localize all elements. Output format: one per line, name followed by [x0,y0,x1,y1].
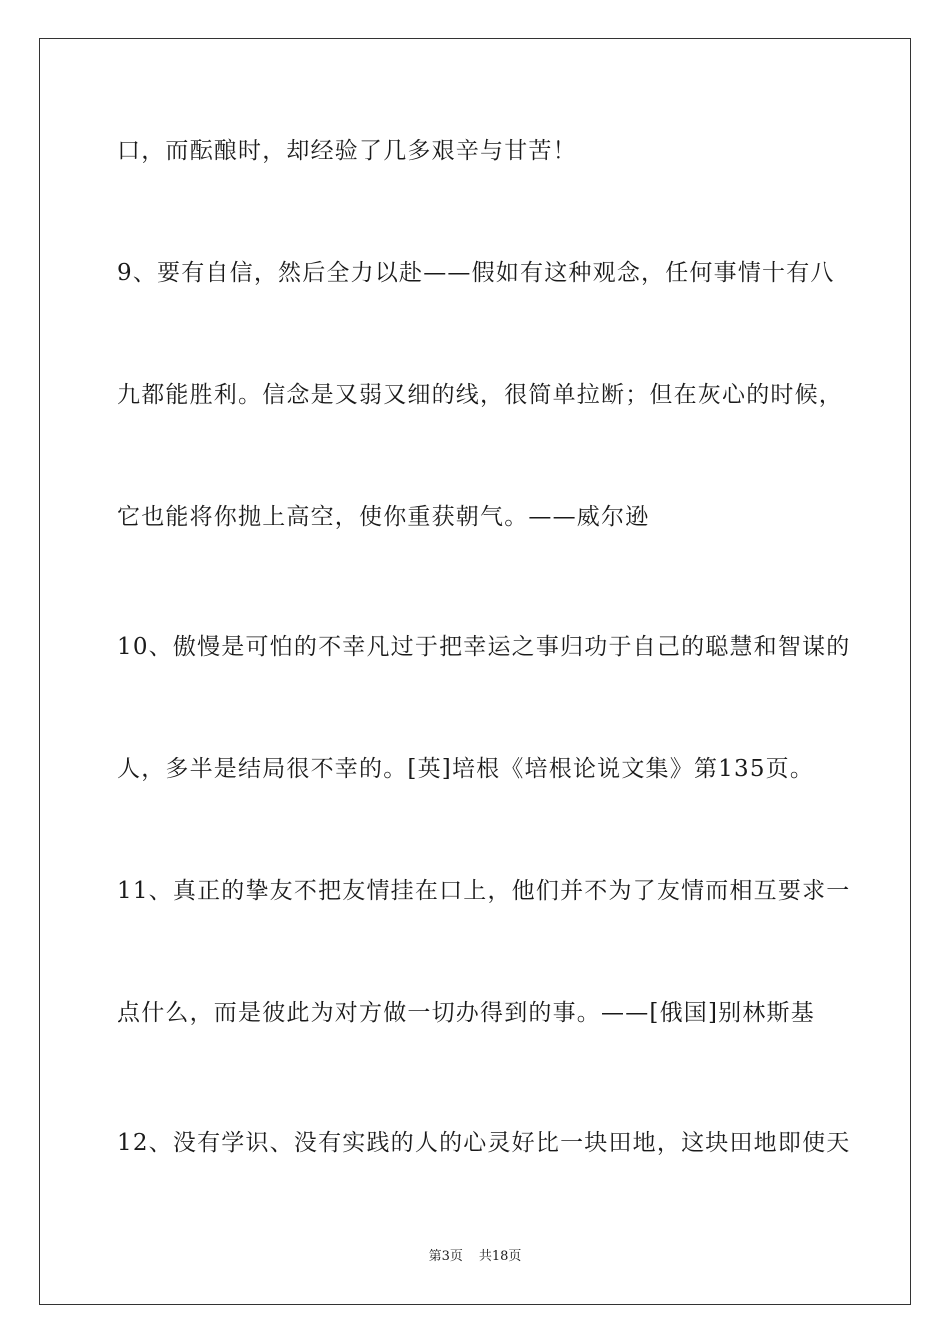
text-line-2: 9、要有自信，然后全力以赴——假如有这种观念，任何事情十有八 [117,260,835,286]
page-border [39,38,911,1305]
total-pages: 共18页 [478,1249,522,1264]
text-line-8: 点什么，而是彼此为对方做一切办得到的事。——[俄国]别林斯基 [117,1000,815,1026]
text-line-9: 12、没有学识、没有实践的人的心灵好比一块田地，这块田地即使天 [117,1130,851,1156]
text-line-3: 九都能胜利。信念是又弱又细的线，很简单拉断；但在灰心的时候， [117,382,843,408]
text-line-7: 11、真正的挚友不把友情挂在口上，他们并不为了友情而相互要求一 [117,878,851,904]
page-number: 第3页 [428,1249,463,1264]
page-footer [0,1248,950,1266]
text-line-6: 人，多半是结局很不幸的。[英]培根《培根论说文集》第135页。 [117,756,815,782]
text-line-1: 口，而酝酿时，却经验了几多艰辛与甘苦！ [117,138,577,164]
text-line-4: 它也能将你抛上高空，使你重获朝气。——威尔逊 [117,504,650,530]
text-line-5: 10、傲慢是可怕的不幸凡过于把幸运之事归功于自己的聪慧和智谋的 [117,634,851,660]
